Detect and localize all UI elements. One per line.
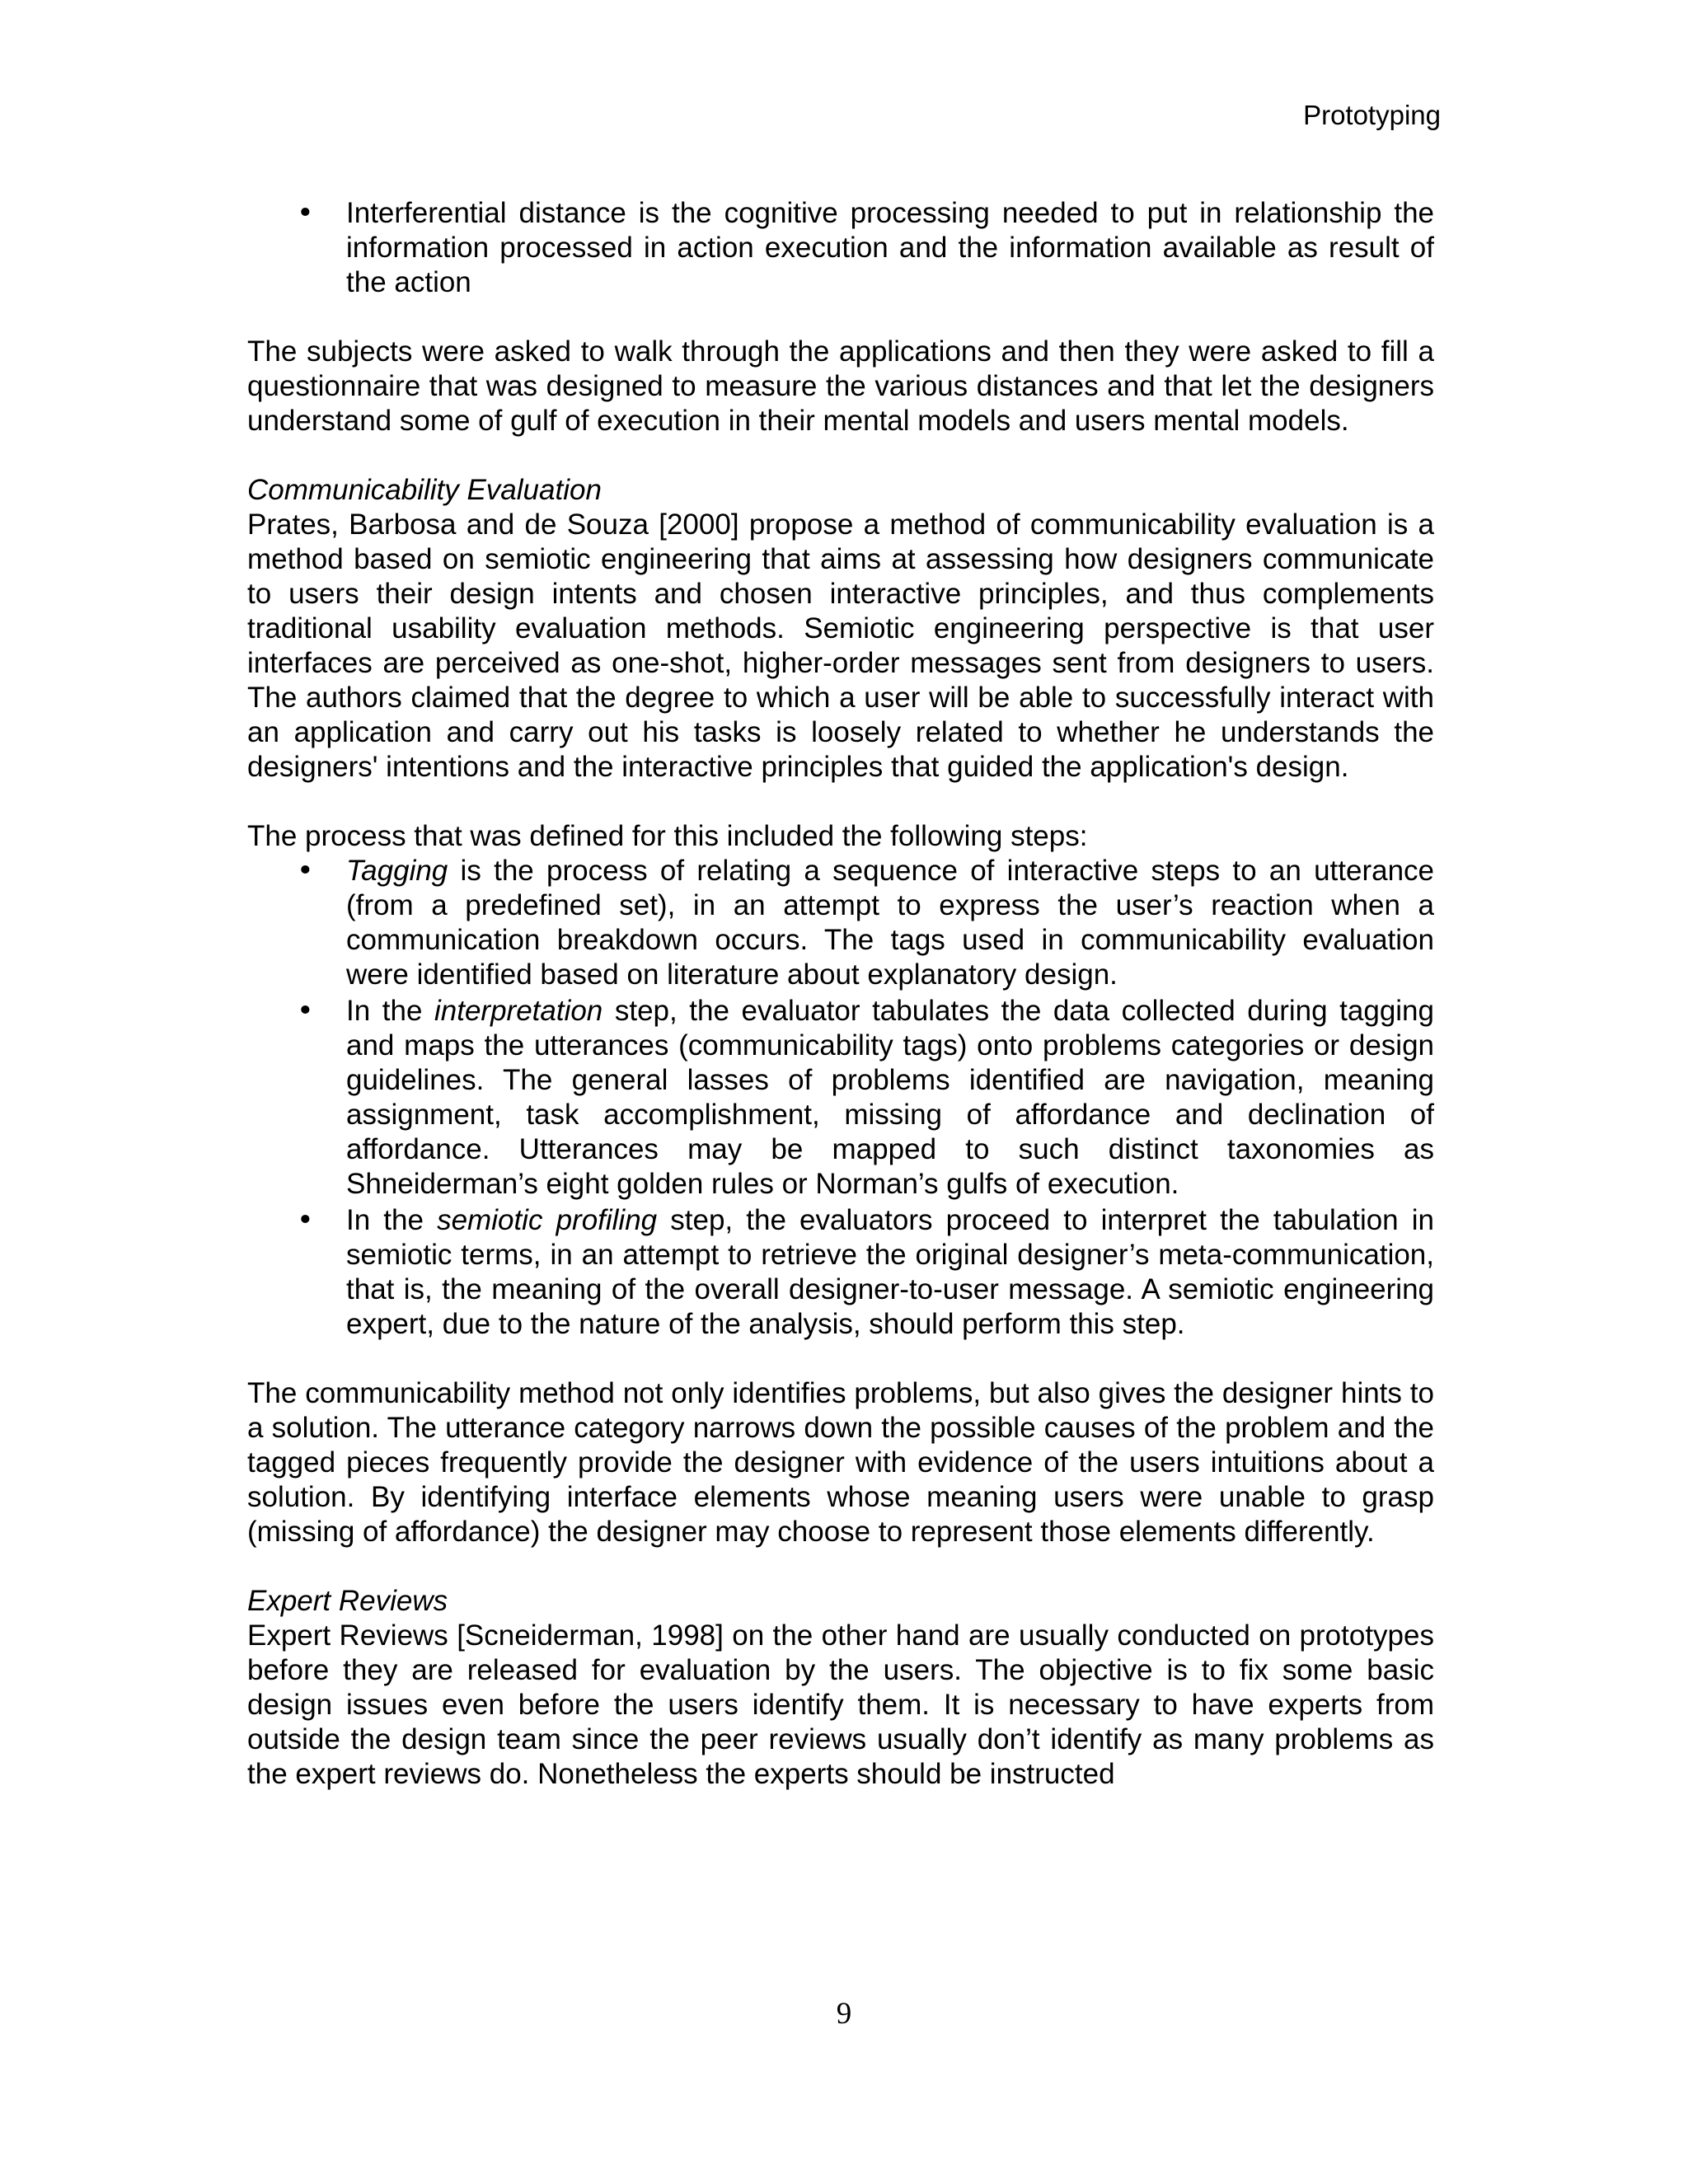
page-body xyxy=(247,196,1434,1792)
bullet-dot-icon: • xyxy=(297,197,314,230)
term-semiotic-profiling: semiotic profiling xyxy=(437,1204,658,1236)
running-header: Prototyping xyxy=(1303,100,1441,130)
communicability-closing-paragraph: The communicability method not only identifies problems, but also gives the designer hints to a solution. The utterance category narrows down the possible causes of the problem and the tagged pieces frequently provide the designer with evidence of the users intuitions about a solution. By identifying interface elements whose meaning users were unable to grasp (missing of affordance) the designer may choose to represent those elements differently. xyxy=(247,1377,1434,1548)
section-heading-expert-reviews: Expert Reviews xyxy=(247,1585,448,1617)
list-item-text: step, the evaluator tabulates the data collected during tagging and maps the utterances (communicability tags) onto problems categories or design guidelines. The general lasses of problems identified are navigation, meaning assignment, task accomplishment, missing of affordance and declination of affordance. Utterances may be mapped to such distinct taxonomies as Shneiderman’s eight golden rules or Norman’s gulfs of execution. xyxy=(346,995,1434,1200)
list-item-lead: In the xyxy=(346,995,434,1027)
list-item-text: is the process of relating a sequence of interactive steps to an utterance (from a predefined set), in an attempt to express the user’s reaction when a communication breakdown occurs. The tags used in communicability evaluation were identified based on literature about explanatory design. xyxy=(346,855,1434,991)
term-tagging: Tagging xyxy=(346,855,448,887)
section-heading-communicability-evaluation: Communicability Evaluation xyxy=(247,474,602,506)
list-item-lead: In the xyxy=(346,1204,438,1236)
list-item-semiotic-profiling xyxy=(297,1203,1435,1342)
process-steps-list xyxy=(247,854,1434,1342)
list-item-text: Interferential distance is the cognitive processing needed to put in relationship the information processed in action execution and the information available as result of the action xyxy=(346,197,1434,298)
list-item-interpretation xyxy=(297,994,1434,1202)
list-item-interferential-distance xyxy=(297,196,1434,300)
communicability-paragraph: Prates, Barbosa and de Souza [2000] propose a method of communicability evaluation is a method based on semiotic engineering that aims at assessing how designers communicate to users their design intents and chosen interactive principles, and thus complements traditional usability evaluation methods. Semiotic engineering perspective is that user interfaces are perceived as one-shot, higher-order messages sent from designers to users. The authors claimed that the degree to which a user will be able to successfully interact with an application and carry out his tasks is loosely related to whether he understands the designers' intentions and the interactive principles that guided the application's design. xyxy=(247,509,1434,783)
expert-reviews-paragraph: Expert Reviews [Scneiderman, 1998] on the other hand are usually conducted on prototypes before they are released for evaluation by the users. The objective is to fix some basic design issues even before the users identify them. It is necessary to have experts from outside the design team since the peer reviews usually don’t identify as many problems as the expert reviews do. Nonetheless the experts should be instructed xyxy=(247,1619,1434,1790)
bullet-dot-icon: • xyxy=(297,1204,314,1237)
walkthrough-paragraph: The subjects were asked to walk through the applications and then they were asked to fill a questionnaire that was designed to measure the various distances and that let the designers understand some of gulf of execution in their mental models and users mental models. xyxy=(247,335,1434,437)
page-number: 9 xyxy=(836,1997,852,2031)
list-item-text: step, the evaluators proceed to interpret the tabulation in semiotic terms, in an attempt to retrieve the original designer’s meta-communication, that is, the meaning of the overall designer-to-user message. A semiotic engineering expert, due to the nature of the analysis, should perform this step. xyxy=(346,1204,1435,1340)
process-intro: The process that was defined for this included the following steps: xyxy=(247,820,1088,852)
intro-bullet-list xyxy=(247,196,1434,300)
bullet-dot-icon: • xyxy=(297,995,314,1028)
list-item-tagging xyxy=(297,854,1434,992)
bullet-dot-icon: • xyxy=(297,855,314,888)
term-interpretation: interpretation xyxy=(434,995,603,1027)
